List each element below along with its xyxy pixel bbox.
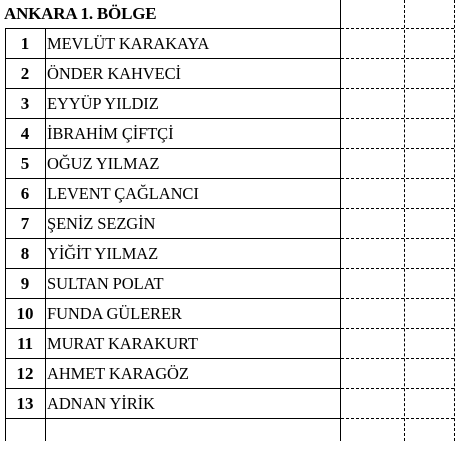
table-row <box>5 29 341 59</box>
row-divider-dashed <box>341 178 454 179</box>
row-name: AHMET KARAGÖZ <box>47 364 189 383</box>
row-number: 3 <box>20 94 30 113</box>
row-name: LEVENT ÇAĞLANCI <box>47 184 199 203</box>
table-row <box>5 89 341 119</box>
row-divider-dashed <box>341 208 454 209</box>
row-name: EYYÜP YILDIZ <box>47 94 159 113</box>
row-number: 10 <box>16 304 34 323</box>
row-name: FUNDA GÜLERER <box>47 304 182 323</box>
row-number: 13 <box>16 394 34 413</box>
row-number: 2 <box>20 64 30 83</box>
row-number: 12 <box>16 364 34 383</box>
row-name: MURAT KARAKURT <box>47 334 198 353</box>
row-divider-dashed <box>341 238 454 239</box>
dashed-column-divider-2 <box>454 0 455 441</box>
table-row <box>5 239 341 269</box>
table-row <box>5 419 341 449</box>
row-number: 11 <box>16 334 34 353</box>
row-divider-dashed <box>341 148 454 149</box>
table-row <box>5 149 341 179</box>
table-row <box>5 179 341 209</box>
table-row <box>5 269 341 299</box>
row-number: 7 <box>20 214 30 233</box>
row-number: 5 <box>20 154 30 173</box>
row-divider-dashed <box>341 418 454 419</box>
row-number: 8 <box>20 244 30 263</box>
row-divider-dashed <box>341 298 454 299</box>
table-row <box>5 329 341 359</box>
row-name: ADNAN YİRİK <box>47 394 155 413</box>
row-name: ŞENİZ SEZGİN <box>47 214 156 233</box>
row-divider-dashed <box>341 358 454 359</box>
row-divider-dashed <box>341 388 454 389</box>
table-row <box>5 389 341 419</box>
table-row <box>5 59 341 89</box>
row-name: YİĞİT YILMAZ <box>47 244 159 263</box>
row-name: MEVLÜT KARAKAYA <box>47 34 210 53</box>
row-name: İBRAHİM ÇİFTÇİ <box>47 124 174 143</box>
row-number: 9 <box>20 274 30 293</box>
table-row <box>5 209 341 239</box>
row-name: OĞUZ YILMAZ <box>47 154 160 173</box>
table-row <box>5 359 341 389</box>
row-number: 1 <box>20 34 30 53</box>
table-row <box>5 299 341 329</box>
row-divider-dashed <box>341 328 454 329</box>
row-divider-dashed <box>341 88 454 89</box>
row-divider-dashed <box>341 118 454 119</box>
row-divider-dashed <box>341 268 454 269</box>
row-divider-dashed <box>341 28 454 29</box>
table-header-title: ANKARA 1. BÖLGE <box>4 4 157 23</box>
row-number <box>5 419 45 449</box>
table-row <box>5 119 341 149</box>
row-name: SULTAN POLAT <box>47 274 164 293</box>
dashed-column-divider-1 <box>404 0 405 441</box>
row-number: 4 <box>20 124 30 143</box>
row-divider-dashed <box>341 58 454 59</box>
row-name: ÖNDER KAHVECİ <box>47 64 181 83</box>
row-number: 6 <box>20 184 30 203</box>
